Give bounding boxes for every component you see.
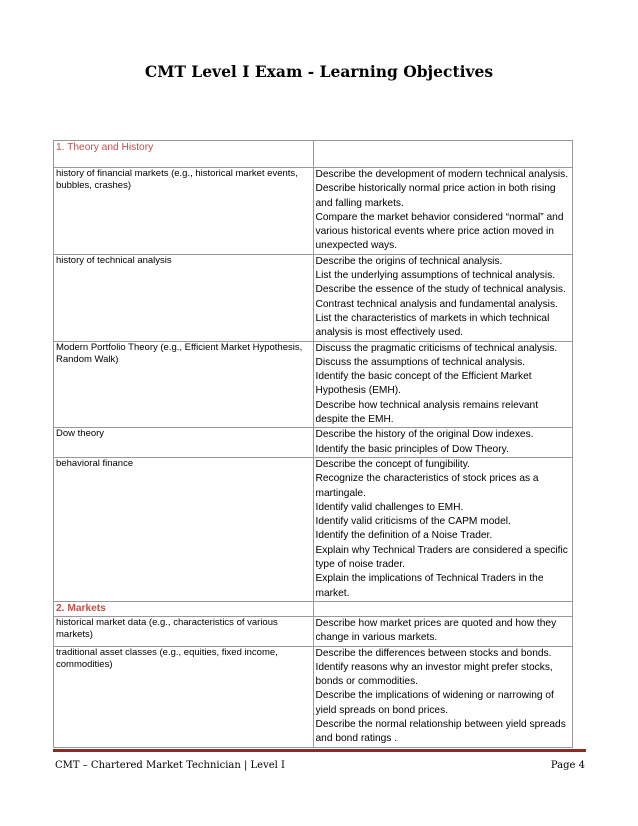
objective-item: Describe the origins of technical analysis. xyxy=(315,255,503,267)
topic-cell: history of financial markets (e.g., historical market events, bubbles, crashes) xyxy=(54,168,314,255)
topic-cell: historical market data (e.g., characteristics of various markets) xyxy=(54,616,314,646)
section-heading: 2. Markets xyxy=(54,601,314,616)
objective-item: Describe the differences between stocks and bonds. xyxy=(315,647,552,659)
objective-item: Recognize the characteristics of stock prices as a martingale. xyxy=(315,473,539,499)
objectives-cell xyxy=(313,457,573,601)
section-header-row xyxy=(54,601,573,616)
objective-item: Explain why Technical Traders are considered a specific type of noise trader. xyxy=(315,544,568,571)
objectives-cell xyxy=(313,341,573,428)
table-row xyxy=(54,616,573,646)
section-heading: 1. Theory and History xyxy=(54,141,314,168)
objective-item: Identify valid challenges to EMH. xyxy=(315,501,464,513)
objective-item: Describe how technical analysis remains relevant despite the EMH. xyxy=(315,399,539,426)
topic-cell: history of technical analysis xyxy=(54,254,314,341)
objective-item: Identify reasons why an investor might prefer stocks, bonds or commodities. xyxy=(315,661,553,688)
objective-item: Identify valid criticisms of the CAPM model. xyxy=(315,516,511,528)
objective-item: Compare the market behavior considered “normal” and various historical events where price action moved in unexpected ways. xyxy=(315,211,564,252)
objective-item: Contrast technical analysis and fundamental analysis. xyxy=(315,298,558,310)
topic-cell: traditional asset classes (e.g., equities, fixed income, commodities) xyxy=(54,646,314,747)
objective-item: Explain the implications of Technical Traders in the market. xyxy=(315,573,544,599)
section-heading-empty-cell xyxy=(313,601,573,616)
table-row xyxy=(54,428,573,458)
objective-item: Discuss the assumptions of technical analysis. xyxy=(315,356,526,368)
objectives-cell xyxy=(313,646,573,747)
objective-item: Describe the concept of fungibility. xyxy=(315,458,470,470)
topic-cell: behavioral finance xyxy=(54,457,314,601)
section-heading-empty-cell xyxy=(313,141,573,168)
objectives-cell xyxy=(313,428,573,458)
footer-divider xyxy=(53,749,586,752)
topic-cell: Dow theory xyxy=(54,428,314,458)
topic-cell: Modern Portfolio Theory (e.g., Efficient Market Hypothesis, Random Walk) xyxy=(54,341,314,428)
objectives-cell xyxy=(313,616,573,646)
objective-item: Discuss the pragmatic criticisms of technical analysis. xyxy=(315,342,558,354)
table-row xyxy=(54,254,573,341)
objective-item: Describe historically normal price action in both rising and falling markets. xyxy=(315,183,556,209)
table-row xyxy=(54,646,573,747)
section-header-row xyxy=(54,141,573,168)
table-row xyxy=(54,341,573,428)
objective-item: Describe the essence of the study of technical analysis. xyxy=(315,284,566,296)
table-row xyxy=(54,457,573,601)
objective-item: Describe the development of modern technical analysis. xyxy=(315,169,569,180)
objective-item: Describe how market prices are quoted and how they change in various markets. xyxy=(315,617,557,644)
objective-item: Identify the basic concept of the Efficient Market Hypothesis (EMH). xyxy=(315,371,532,397)
objective-item: Describe the implications of widening or narrowing of yield spreads on bond prices. xyxy=(315,690,554,716)
objectives-cell xyxy=(313,254,573,341)
objective-item: List the underlying assumptions of technical analysis. xyxy=(315,270,556,282)
objective-item: Describe the normal relationship between yield spreads and bond ratings . xyxy=(315,718,566,745)
page-title: CMT Level I Exam - Learning Objectives xyxy=(144,62,494,81)
table-row xyxy=(54,168,573,255)
page-number: Page 4 xyxy=(550,760,585,771)
footer-text: CMT – Chartered Market Technician | Level I xyxy=(55,760,285,771)
objectives-cell xyxy=(313,168,573,255)
learning-objectives-table xyxy=(53,140,573,748)
objective-item: Describe the history of the original Dow indexes. xyxy=(315,429,534,441)
objective-item: Identify the basic principles of Dow Theory. xyxy=(315,443,509,455)
objective-item: Identify the definition of a Noise Trader. xyxy=(315,530,493,542)
objective-item: List the characteristics of markets in which technical analysis is most effectively used. xyxy=(315,312,550,339)
